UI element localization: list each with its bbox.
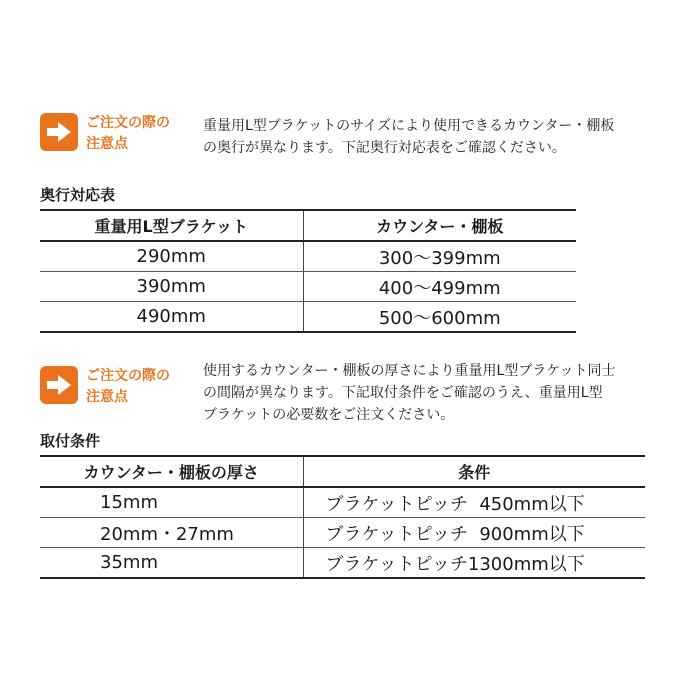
condition-cell: ブラケットピッチ 900mm以下 — [303, 518, 645, 548]
arrow-right-icon — [40, 366, 78, 404]
condition-cell: ブラケットピッチ1300mm以下 — [303, 548, 645, 579]
table-row — [40, 302, 576, 333]
column-header-thickness: カウンター・棚板の厚さ — [40, 456, 303, 487]
mounting-conditions-table — [40, 455, 645, 579]
notice-label-line-1: ご注文の際の — [86, 115, 170, 131]
notice-1-text-line-1: 重量用L型ブラケットのサイズにより使用できるカウンター・棚板 — [203, 118, 615, 134]
notice-2-text-line-3: ブラケットの必要数をご注文ください。 — [203, 407, 455, 423]
table-row — [40, 487, 645, 518]
notice-2-text-line-2: の間隔が異なります。下記取付条件をご確認のうえ、重量用L型 — [203, 385, 603, 401]
notice-label — [86, 366, 196, 408]
bracket-size-cell: 490mm — [40, 302, 303, 333]
mounting-conditions-title: 取付条件 — [40, 432, 101, 450]
table-header-row — [40, 456, 645, 487]
thickness-cell: 35mm — [40, 548, 303, 579]
arrow-right-icon — [40, 113, 78, 151]
notice-2-text-line-1: 使用するカウンター・棚板の厚さにより重量用L型ブラケット同士 — [203, 363, 616, 379]
condition-cell: ブラケットピッチ 450mm以下 — [303, 487, 645, 518]
notice-1-text-line-2: の奥行が異なります。下記奥行対応表をご確認ください。 — [203, 140, 566, 156]
notice-label — [86, 113, 196, 155]
table-header-row — [40, 210, 576, 241]
notice-label-line-2: 注意点 — [86, 389, 128, 405]
notice-2-text — [203, 360, 616, 426]
counter-depth-cell: 300〜399mm — [303, 241, 576, 272]
notice-label-line-1: ご注文の際の — [86, 368, 170, 384]
bracket-size-cell: 290mm — [40, 241, 303, 272]
depth-compatibility-table — [40, 209, 576, 333]
counter-depth-cell: 400〜499mm — [303, 272, 576, 302]
notice-label-line-2: 注意点 — [86, 136, 128, 152]
column-header-bracket: 重量用L型ブラケット — [40, 210, 303, 241]
table-row — [40, 548, 645, 579]
bracket-size-cell: 390mm — [40, 272, 303, 302]
thickness-cell: 20mm・27mm — [40, 518, 303, 548]
column-header-condition: 条件 — [303, 456, 645, 487]
table-row — [40, 518, 645, 548]
notice-1-text — [203, 115, 614, 159]
table-row — [40, 272, 576, 302]
thickness-cell: 15mm — [40, 487, 303, 518]
column-header-counter: カウンター・棚板 — [303, 210, 576, 241]
table-row — [40, 241, 576, 272]
counter-depth-cell: 500〜600mm — [303, 302, 576, 333]
depth-table-title: 奥行対応表 — [40, 186, 116, 204]
